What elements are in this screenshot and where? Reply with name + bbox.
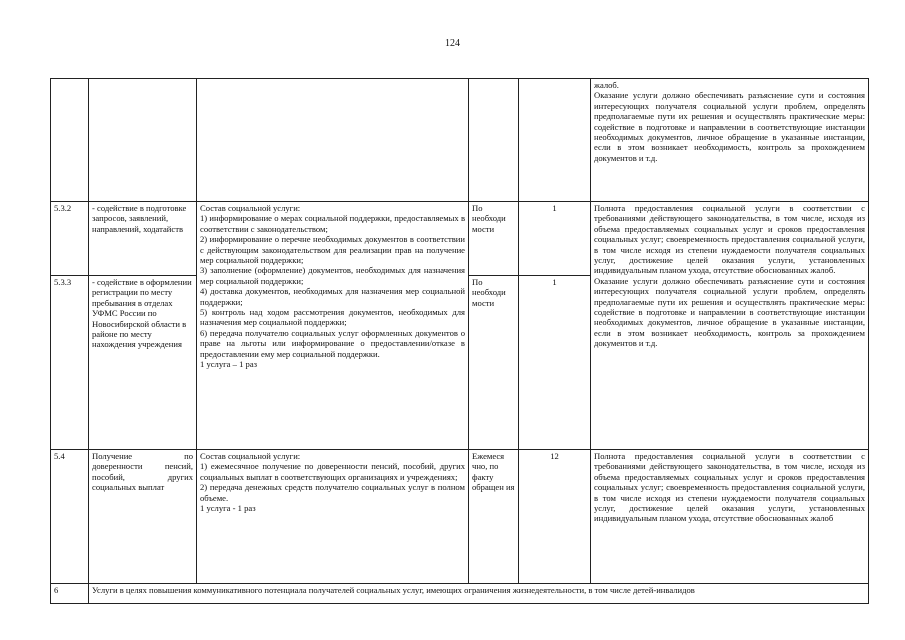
table-row-5-4 — [51, 450, 869, 584]
cell-num — [51, 79, 89, 202]
services-table — [50, 78, 869, 604]
cell-num: 5.3.3 — [51, 276, 89, 450]
cell-content — [197, 79, 469, 202]
cell-term: По необходи мости — [469, 276, 519, 450]
cell-term — [469, 79, 519, 202]
cell-name — [89, 79, 197, 202]
cell-term: По необходи мости — [469, 202, 519, 276]
cell-volume: 1 — [519, 202, 591, 276]
cell-content-shared: Состав социальной услуги: 1) информирование о мерах социальной поддержки, предоставляемых в соответствии с законодательством; 2) информирование о перечне необходимых документов в соответствии с действующим законодательством для реализации прав на получение мер социальной поддержки; 3) заполнение (оформление) документов, необходимых для назначения мер социальной поддержки; 4) доставка документов, необходимых для назначения мер социальной поддержки; 5) контроль над ходом рассмотрения документов, необходимых для назначения мер социальной поддержки; 6) передача получателю социальных услуг оформленных документов о праве на льготы или информирование о предоставлении/отказе в предоставлении ему мер социальной поддержки. 1 услуга – 1 раз — [197, 202, 469, 450]
cell-num: 6 — [51, 584, 89, 604]
table-row-6 — [51, 584, 869, 604]
section-title: Услуги в целях повышения коммуникативного потенциала получателей социальных услуг, имеющих ограничения жизнедеятельности, в том числе детей-инвалидов — [89, 584, 869, 604]
cell-name: Получение по доверенности пенсий, пособий, других социальных выплат — [89, 450, 197, 584]
cell-term: Ежемеся чно, по факту обращен ия — [469, 450, 519, 584]
cell-name: - содействие в оформлении регистрации по месту пребывания в отделах УФМС России по Новосибирской области в районе по месту нахождения учреждения — [89, 276, 197, 450]
table-row-continuation — [51, 79, 869, 202]
cell-volume: 1 — [519, 276, 591, 450]
cell-name: - содействие в подготовке запросов, заявлений, направлений, ходатайств — [89, 202, 197, 276]
cell-volume: 12 — [519, 450, 591, 584]
cell-criteria: жалоб. Оказание услуги должно обеспечивать разъяснение сути и состояния интересующих получателя социальной услуги проблем, определять предполагаемые пути их решения и осуществлять практические меры: содействие в подготовке и направлении в соответствующие инстанции необходимых документов, личное обращение в указанные инстанции, если в этом возникает необходимость, контроль за прохождением документов и т.д. — [591, 79, 869, 202]
cell-num: 5.3.2 — [51, 202, 89, 276]
cell-num: 5.4 — [51, 450, 89, 584]
cell-volume — [519, 79, 591, 202]
table-row-5-3-2 — [51, 202, 869, 276]
page-number: 124 — [445, 38, 460, 49]
cell-criteria: Полнота предоставления социальной услуги в соответствии с требованиями действующего законодательства, в том числе, исходя из объема предоставляемых социальных услуг и сроков предоставления социальных услуг; своевременность предоставления социальной услуги, в том числе исходя из степени нуждаемости получателя социальных услуг, достижение целей оказания услуги, установленных индивидуальным планом ухода, отсутствие обоснованных жалоб — [591, 450, 869, 584]
cell-criteria-shared: Полнота предоставления социальной услуги в соответствии с требованиями действующего законодательства, в том числе, исходя из объема предоставляемых социальных услуг и сроков предоставления социальных услуг; своевременность предоставления социальной услуги, в том числе исходя из степени нуждаемости получателя социальных услуг, достижение целей оказания услуги, установленных индивидуальным планом ухода, отсутствие обоснованных жалоб. Оказание услуги должно обеспечивать разъяснение сути и состояния интересующих получателя социальной услуги проблем, определять предполагаемые пути их решения и осуществлять практические меры: содействие в подготовке и направлении в соответствующие инстанции необходимых документов, личное обращение в указанные инстанции, если в этом возникает необходимость, контроль за прохождением документов и т.д. — [591, 202, 869, 450]
cell-content: Состав социальной услуги: 1) ежемесячное получение по доверенности пенсий, пособий, других социальных выплат в соответствующих организациях и учреждениях; 2) передача денежных средств получателю социальных услуг в полном объеме. 1 услуга - 1 раз — [197, 450, 469, 584]
